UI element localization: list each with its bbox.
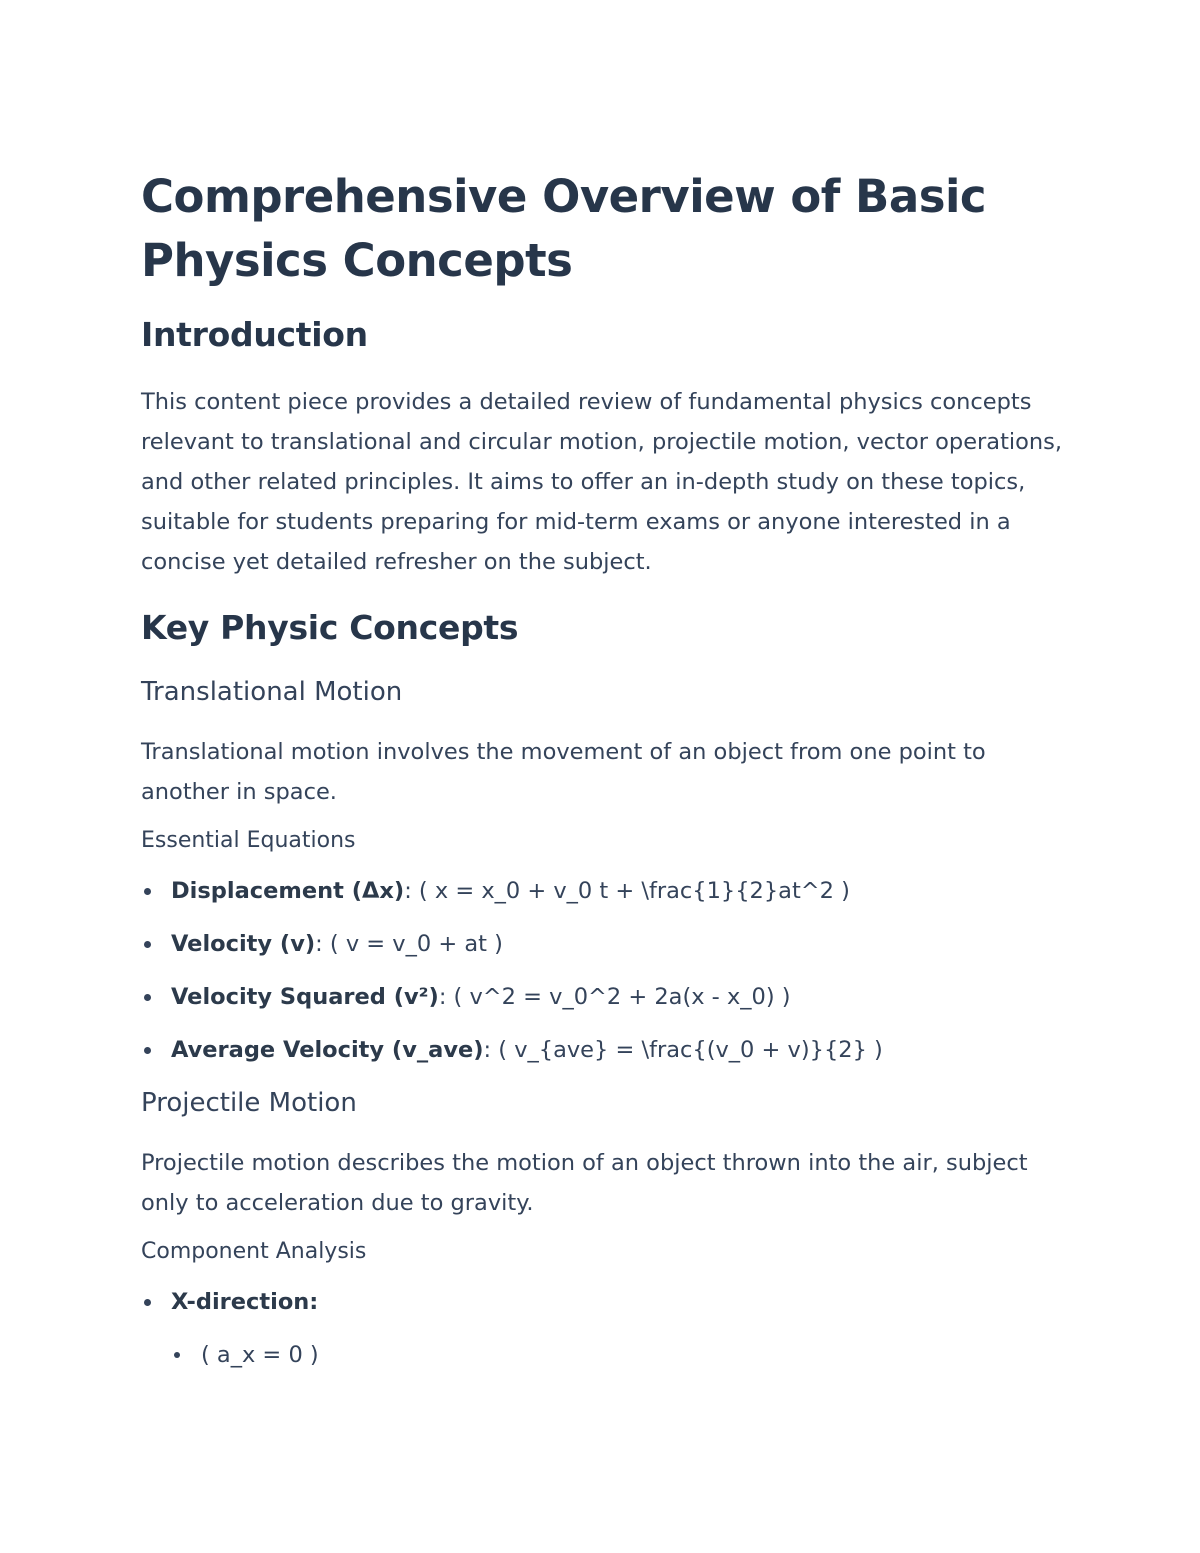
component-analysis-heading: Component Analysis <box>141 1239 367 1264</box>
list-item <box>141 873 1071 909</box>
equation-formula: : ( v^2 = v_0^2 + 2a(x - x_0) ) <box>438 984 791 1010</box>
x-direction-formula: ( a_x = 0 ) <box>201 1342 319 1368</box>
list-item <box>171 1337 1071 1373</box>
key-concepts-heading: Key Physic Concepts <box>141 608 519 647</box>
equation-label: Velocity Squared (v²) <box>171 984 439 1010</box>
introduction-paragraph: This content piece provides a detailed review of fundamental physics concepts relevant to translational and circular motion, projectile motion, vector operations, and other related principles. It aims to offer an in-depth study on these topics, suitable for students preparing for mid-term exams or anyone interested in a concise yet detailed refresher on the subject. <box>141 389 1063 575</box>
document-title: Comprehensive Overview of Basic Physics Concepts <box>141 170 987 287</box>
essential-equations-list <box>141 873 1071 1068</box>
equation-label: Average Velocity (v_ave) <box>171 1037 484 1063</box>
projectile-motion-heading: Projectile Motion <box>141 1088 357 1118</box>
component-analysis-list <box>141 1284 1071 1320</box>
list-item <box>141 1284 1071 1320</box>
equation-label: Displacement (Δx) <box>171 878 405 904</box>
list-item <box>141 926 1071 962</box>
x-direction-label: X-direction: <box>171 1289 319 1315</box>
equation-formula: : ( v = v_0 + at ) <box>315 931 503 957</box>
equation-label: Velocity (v) <box>171 931 316 957</box>
equation-formula: : ( x = x_0 + v_0 t + \frac{1}{2}at^2 ) <box>404 878 850 904</box>
list-item <box>141 1032 1071 1068</box>
x-direction-sublist <box>171 1337 1071 1373</box>
document-page <box>141 165 1071 1373</box>
equation-formula: : ( v_{ave} = \frac{(v_0 + v)}{2} ) <box>483 1037 883 1063</box>
introduction-heading: Introduction <box>141 315 368 354</box>
translational-motion-heading: Translational Motion <box>141 677 403 707</box>
translational-motion-paragraph: Translational motion involves the movement of an object from one point to another in space. <box>141 739 986 805</box>
list-item <box>141 979 1071 1015</box>
essential-equations-heading: Essential Equations <box>141 828 356 853</box>
projectile-motion-paragraph: Projectile motion describes the motion of an object thrown into the air, subject only to acceleration due to gravity. <box>141 1150 1028 1216</box>
